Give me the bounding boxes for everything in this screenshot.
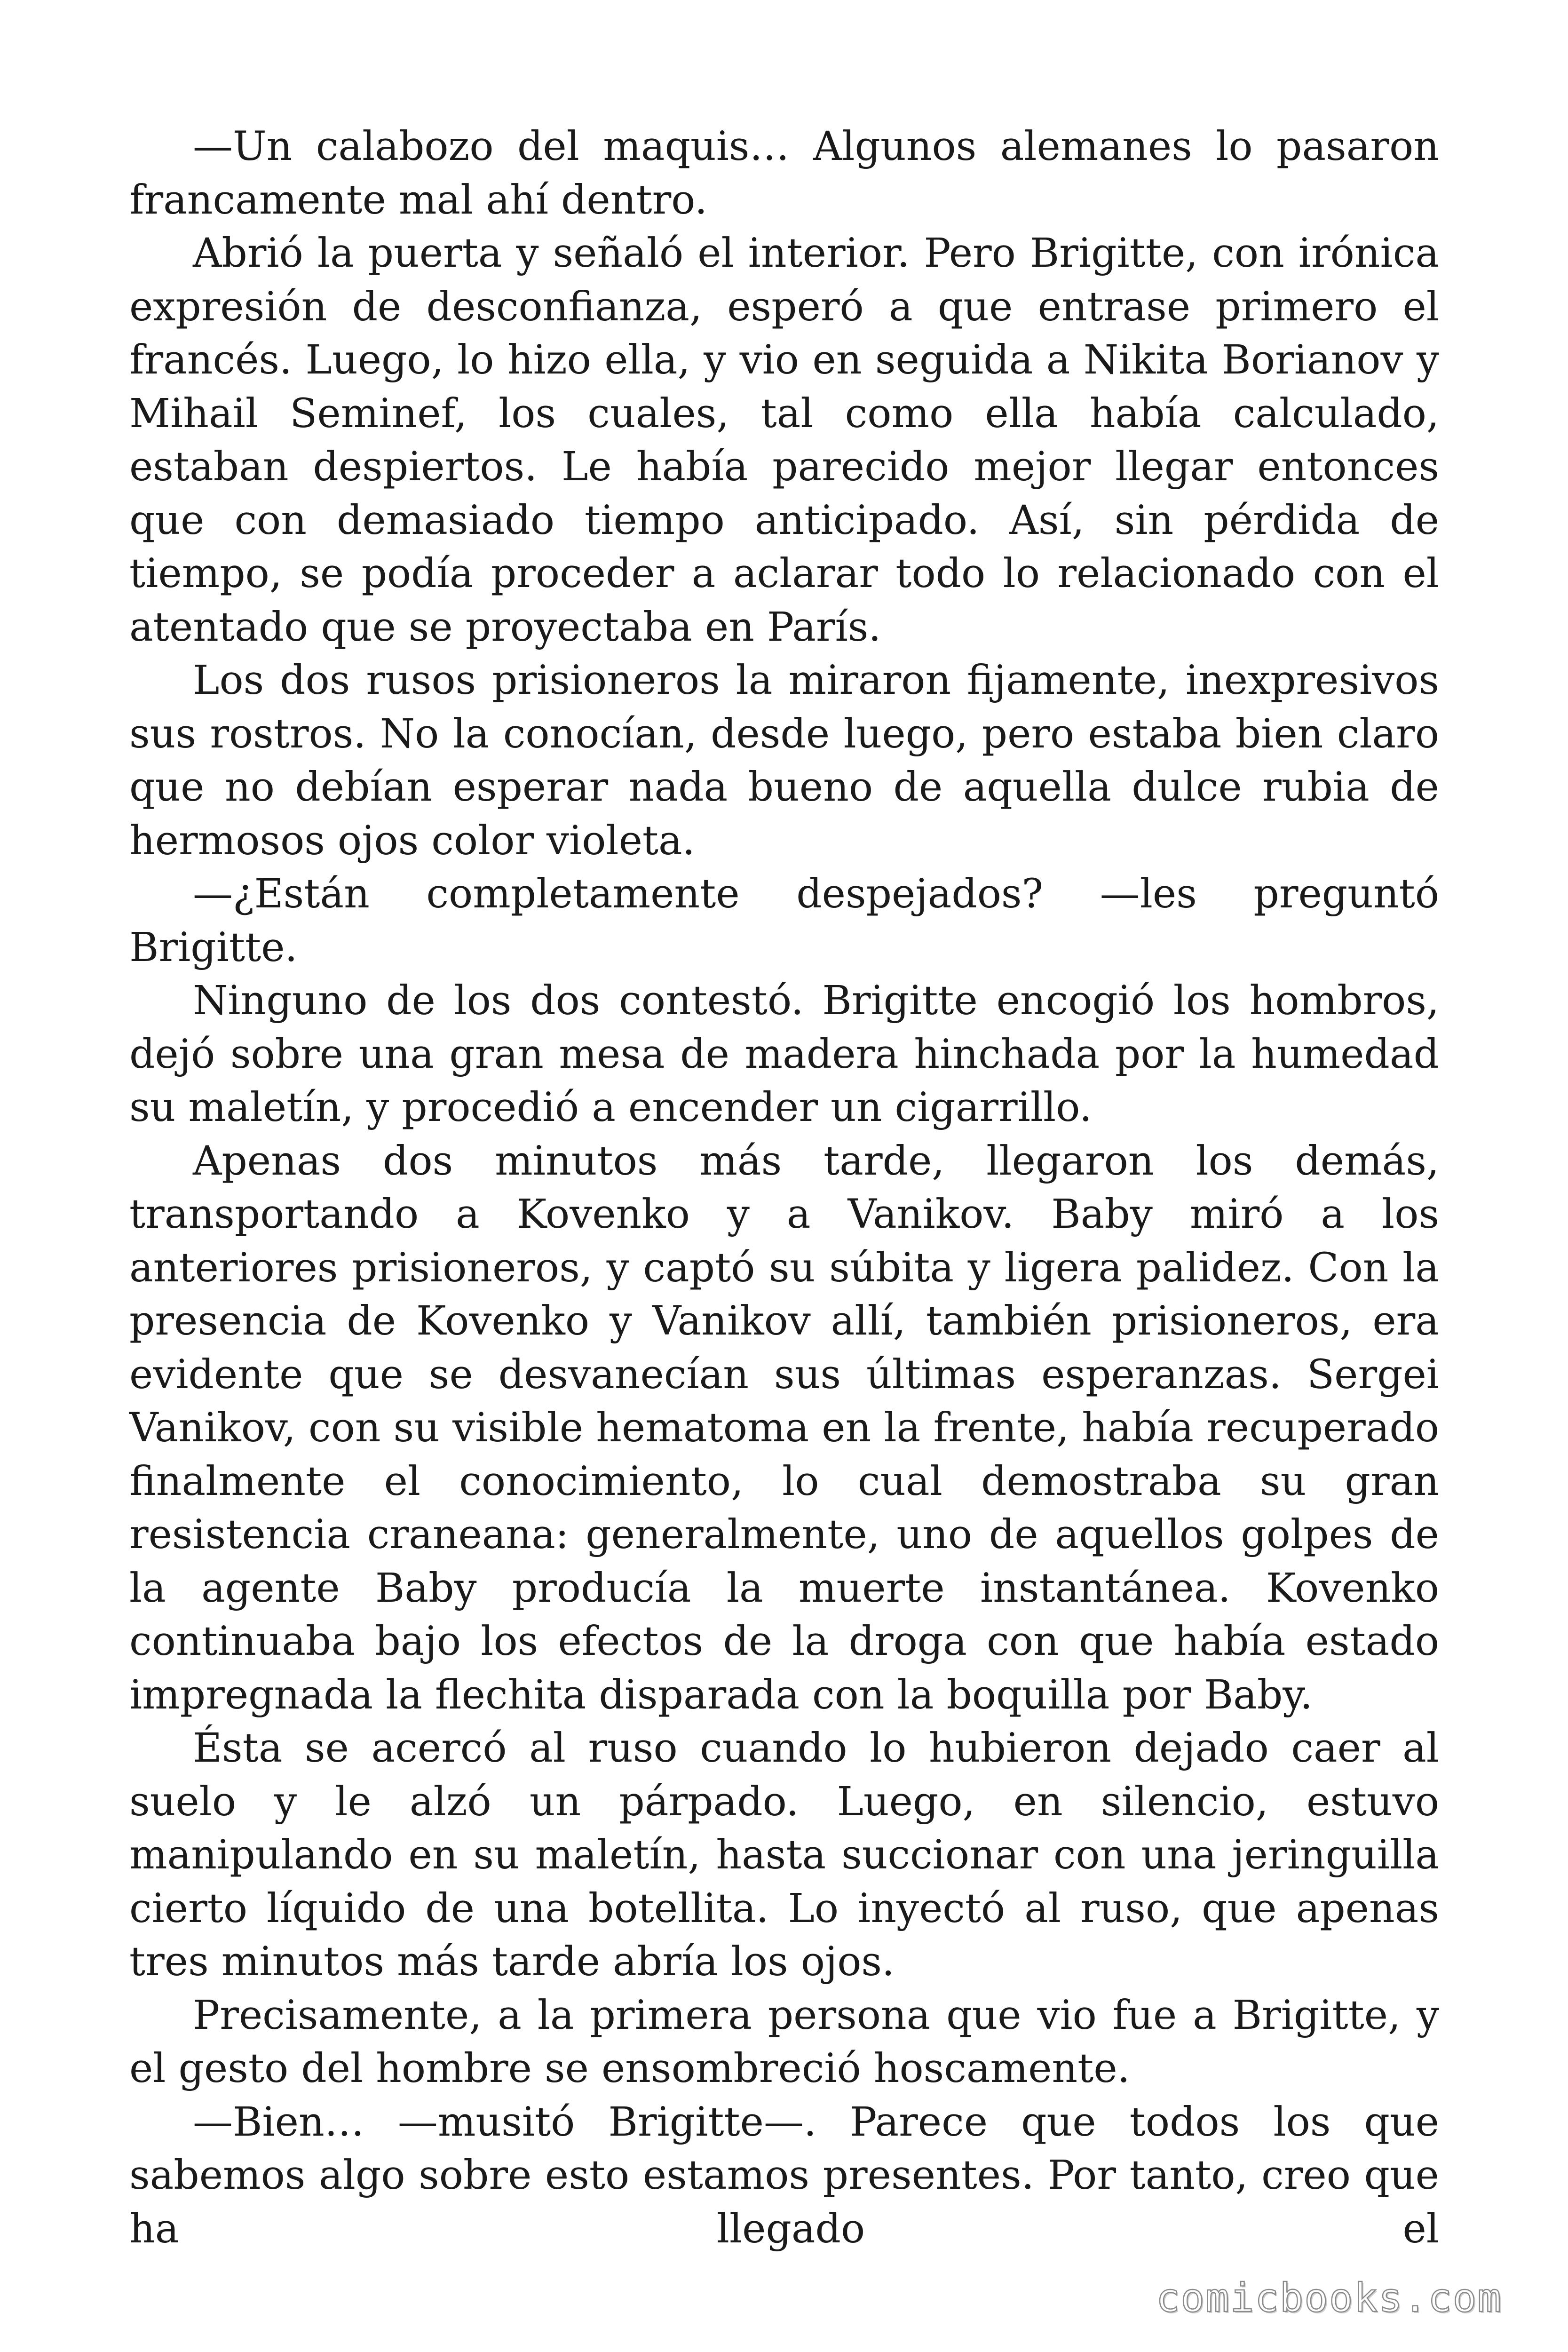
paragraph: Abrió la puerta y señaló el interior. Pero Brigitte, con irónica expresión de desconfianza, esperó a que entrase primero el francés. Luego, lo hizo ella, y vio en seguida a Nikita Borianov y Mihail Seminef, los cuales, tal como ella había calculado, estaban despiertos. Le había parecido mejor llegar entonces que con demasiado tiempo anticipado. Así, sin pérdida de tiempo, se podía proceder a aclarar todo lo relacionado con el atentado que se proyectaba en París.: [129, 230, 1439, 651]
paragraph: Ésta se acercó al ruso cuando lo hubieron dejado caer al suelo y le alzó un párpado. Luego, en silencio, estuvo manipulando en su maletín, hasta succionar con una jeringuilla cierto líquido de una botellita. Lo inyectó al ruso, que apenas tres minutos más tarde abría los ojos.: [129, 1725, 1439, 1985]
page-body-text: [129, 120, 1439, 2256]
paragraph: Ninguno de los dos contestó. Brigitte encogió los hombros, dejó sobre una gran mesa de madera hinchada por la humedad su maletín, y procedió a encender un cigarrillo.: [129, 977, 1439, 1131]
paragraph: Precisamente, a la primera persona que vio fue a Brigitte, y el gesto del hombre se ensombreció hoscamente.: [129, 1992, 1439, 2092]
paragraph: Apenas dos minutos más tarde, llegaron los demás, transportando a Kovenko y a Vanikov. Baby miró a los anteriores prisioneros, y captó su súbita y ligera palidez. Con la presencia de Kovenko y Vanikov allí, también prisioneros, era evidente que se desvanecían sus últimas esperanzas. Sergei Vanikov, con su visible hematoma en la frente, había recuperado finalmente el conocimiento, lo cual demostraba su gran resistencia craneana: generalmente, uno de aquellos golpes de la agente Baby producía la muerte instantánea. Kovenko continuaba bajo los efectos de la droga con que había estado impregnada la flechita disparada con la boquilla por Baby.: [129, 1137, 1439, 1718]
paragraph: —¿Están completamente despejados? —les preguntó Brigitte.: [129, 871, 1439, 971]
site-watermark: comicbooks.com: [1156, 2275, 1502, 2321]
paragraph-continued: —Bien… —musitó Brigitte—. Parece que todos los que sabemos algo sobre esto estamos presentes. Por tanto, creo que ha llegado el: [129, 2098, 1439, 2252]
paragraph: Los dos rusos prisioneros la miraron fijamente, inexpresivos sus rostros. No la conocían, desde luego, pero estaba bien claro que no debían esperar nada bueno de aquella dulce rubia de hermosos ojos color violeta.: [129, 657, 1439, 864]
paragraph: —Un calabozo del maquis… Algunos alemanes lo pasaron francamente mal ahí dentro.: [129, 123, 1439, 223]
